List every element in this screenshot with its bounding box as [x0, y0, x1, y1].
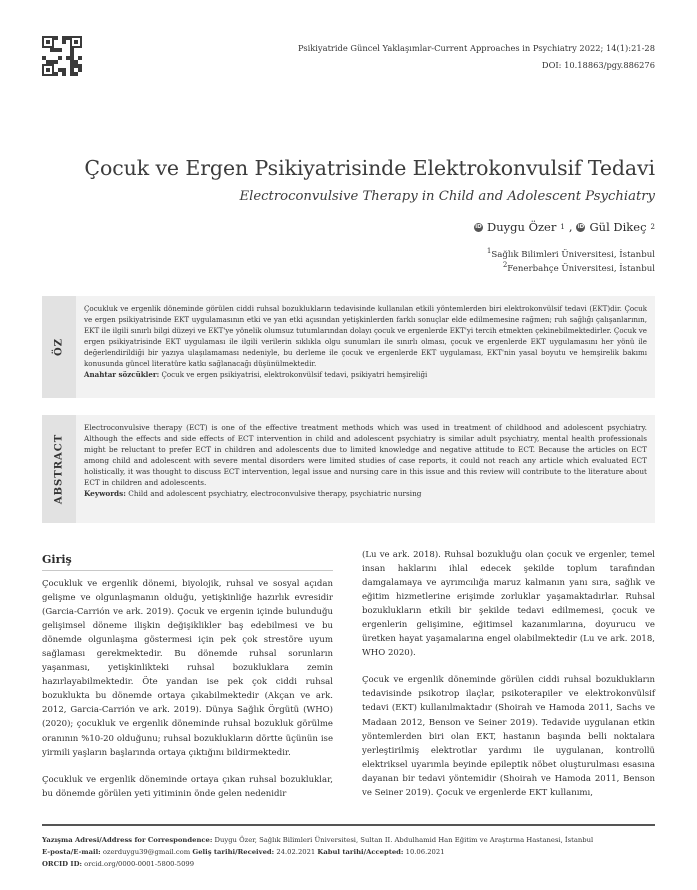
keywords-text: Çocuk ve ergen psikiyatrisi, elektrokonvülsif tedavi, psikiyatri hemşireliği: [159, 370, 428, 380]
paragraph: (Lu ve ark. 2018). Ruhsal bozukluğu olan çocuk ve ergenler, temel insan haklarını ihlal edecek şekilde toplum tarafından damgalamaya ve ayrımcılığa maruz kalmanın yanı sıra, sağlık ve eğitim hizmetlerine erişimde zorluklar yaşamaktadırlar. Ruhsal bozuklukların etkili bir şekilde tedavi edilmemesi, çocuk ve ergenlerin gelişimine, eğitimsel kazanımlarına, doyurucu ve üretken hayat yaşamalarına engel olabilmektedir (Lu ve ark. 2018, WHO 2020).: [362, 550, 655, 659]
qr-module: [58, 56, 62, 60]
dates-line: [42, 847, 593, 859]
keywords-label: Keywords:: [84, 489, 126, 499]
footer-divider: [42, 824, 655, 826]
qr-module: [58, 68, 62, 72]
affiliation-number: 1: [486, 247, 492, 255]
paragraph: Çocukluk ve ergenlik dönemi, biyolojik, ruhsal ve sosyal açıdan gelişme ve olgunlaşmanın olduğu, yetişkinliğe hazırlık evresidir (Garcia-Carrión ve ark. 2019). Çocuk ve ergenin içinde bulunduğu gelişimsel döneme ilişkin değişiklikler baş edebilmesi ve bu dönemde olgunlaşma göstermesi için pek çok strestöre uyum sağlaması gerekmektedir. Bu dönemde ruhsal sorunların yaşanması, yetişkinlikteki ruhsal bozukluklara zemin hazırlayabilmektedir. Öte yandan ise pek çok ciddi ruhsal bozuklukta bu dönemde ortaya çıkabilmektedir (Akçan ve ark. 2012, Garcia-Carrión ve ark. 2019). Dünya Sağlık Örgütü (WHO) (2020); çocukluk ve ergenlik döneminde ruhsal bozukluk görülme oranının %10-20 olduğunu; ruhsal bozuklukların dörtte üçünün ise yirmili yaşların başlarında ortaya çıktığını bildirmektedir.: [42, 579, 333, 758]
paragraph: Çocukluk ve ergenlik döneminde ortaya çıkan ruhsal bozukluklar, bu dönemde görülen yeti yitiminin önde gelen nedenidir: [42, 774, 333, 799]
abstract-label: ABSTRACT: [53, 433, 65, 505]
qr-module: [50, 60, 54, 64]
qr-module: [74, 64, 78, 68]
qr-module: [74, 60, 78, 64]
author-name: Gül Dikeç: [589, 220, 647, 234]
keywords: [84, 370, 647, 381]
english-abstract-box: [42, 415, 655, 523]
qr-module: [70, 72, 74, 76]
qr-module: [78, 64, 82, 68]
affiliation: [487, 247, 655, 260]
qr-module: [74, 72, 78, 76]
qr-module: [58, 48, 62, 52]
journal-citation: Psikiyatride Güncel Yaklaşımlar-Current Approaches in Psychiatry 2022; 14(1):21-28: [297, 43, 655, 53]
qr-module: [66, 56, 70, 60]
qr-module: [70, 64, 74, 68]
received-date: 24.02.2021: [274, 847, 316, 856]
qr-module: [70, 56, 74, 60]
keywords: [84, 489, 647, 500]
correspondence-line: [42, 835, 593, 847]
abstract-label: ÖZ: [53, 337, 65, 357]
correspondence-label: Yazışma Adresi/Address for Correspondence:: [42, 836, 213, 844]
orcid-link[interactable]: orcid.org/0000-0001-5800-5099: [82, 859, 195, 868]
orcid-line: [42, 859, 593, 871]
qr-module: [50, 48, 54, 52]
paragraph: Çocuk ve ergenlik döneminde görülen ciddi ruhsal bozuklukların tedavisinde psikotrop ilaçlar, psikoterapiler ve elektrokonvülsif tedavi (EKT) kullanılmaktadır (Shoirah ve Hamoda 2011, Sachs ve Madaan 2012, Benson ve Seiner 2019). Tedavide uygulanan etkin yöntemlerden biri olan EKT, hastanın başında belli noktalara yerleştirilmiş elektrotlar yardımı ile uygulanan, kontrollü elektriksel uyarımla beyinde epileptik nöbet oluşturulması esasına dayanan bir tedavi yöntemidir (Shoirah ve Hamoda 2011, Benson ve Seiner 2019). Çocuk ve ergenlerde EKT kullanımı,: [362, 675, 655, 798]
qr-code-icon: [42, 36, 82, 76]
qr-module: [46, 40, 50, 44]
heading-divider: [42, 570, 333, 571]
qr-module: [70, 48, 74, 52]
qr-module: [78, 68, 82, 72]
qr-module: [54, 60, 58, 64]
orcid-label: ORCID ID:: [42, 859, 83, 868]
qr-module: [70, 60, 74, 64]
abstract-body: Electroconvulsive therapy (ECT) is one of the effective treatment methods which was used in treatment of childhood and adolescent psychiatry. Although the effects and side effects of ECT intervention in child and adolescent psychiatry is similar adult psychiatry, mental health professionals might be reluctant to prefer ECT in children and adolescents due to limited knowledge and negative attitude to ECT. Because the articles on ECT among child and adolescent with severe mental disorders were limited studies of case reports, it could not reach any article which evaluated ECT holistically, it was thought to discuss ECT intervention, legal issue and nursing care in this issue and this review will contribute to the literature about ECT in children and adolescents.: [84, 423, 647, 487]
keywords-text: Child and adolescent psychiatry, electroconvulsive therapy, psychiatric nursing: [125, 489, 422, 499]
email-text[interactable]: ozerduygu39@gmail.com: [100, 847, 191, 856]
author-list: [474, 220, 655, 234]
qr-module: [54, 72, 58, 76]
left-column: [42, 577, 333, 801]
turkish-abstract-box: [42, 296, 655, 398]
email-label: E-posta/E-mail:: [42, 847, 101, 856]
accepted-date: 10.06.2021: [403, 847, 445, 856]
affiliation: [503, 261, 655, 274]
qr-module: [42, 56, 46, 60]
keywords-label: Anahtar sözcükler:: [84, 370, 160, 380]
author-affiliation-number: 1: [560, 223, 565, 231]
qr-module: [62, 68, 66, 72]
correspondence-text: Duygu Özer, Sağlık Bilimleri Üniversitesi, Sultan II. Abdulhamid Han Eğitim ve Araştırma Hastanesi, İstanbul: [212, 836, 594, 844]
qr-module: [54, 36, 58, 40]
right-column: [362, 548, 655, 800]
abstract-side-tab: [42, 415, 76, 523]
qr-module: [70, 68, 74, 72]
abstract-side-tab: [42, 296, 76, 398]
received-label: Geliş tarihi/Received:: [192, 847, 275, 856]
section-heading: Giriş: [42, 553, 72, 566]
qr-module: [66, 36, 70, 40]
author-affiliation-number: 2: [650, 223, 655, 231]
abstract-body: Çocukluk ve ergenlik döneminde görülen ciddi ruhsal bozuklukların tedavisinde kullanılan etkili yöntemlerden biri elektrokonvülsif tedavi (EKT)dir. Çocuk ve ergen psikiyatrisinde EKT uygulamasının etki ve yan etki açısından yetişkinlerden farklı sonuçlar elde edilmemesine rağmen; ruh sağlığı çalışanlarının, EKT ile ilgili sınırlı bilgi düzeyi ve EKT'ye yönelik olumsuz tutumlarından dolayı çocuk ve ergenlerde EKT'yi tercih etmekten çekinebilmektedirler. Çocuk ve ergen psikiyatrisinde EKT uygulaması ile ilgili verilerin sıklıkla olgu sunumları ile sınırlı olması, çocuk ve ergenlerde EKT uygulamasını her yönü ile değerlendirildiği bir yazıya ulaşılamaması nedeniyle, bu derleme ile çocuk ve ergenlerde EKT uygulaması, EKT'nin yasal boyutu ve hemşirelik bakımı konusunda güncel literatüre katkı sağlanacağı düşünülmektedir.: [84, 304, 647, 368]
orcid-icon[interactable]: iD: [577, 223, 585, 230]
qr-module: [74, 40, 78, 44]
qr-module: [62, 36, 66, 40]
article-subtitle: Electroconvulsive Therapy in Child and Adolescent Psychiatry: [239, 189, 655, 204]
author-name: Duygu Özer: [487, 220, 557, 234]
doi: DOI: 10.18863/pgy.886276: [541, 60, 655, 70]
qr-module: [46, 60, 50, 64]
orcid-icon[interactable]: iD: [475, 223, 482, 230]
accepted-label: Kabul tarihi/Accepted:: [317, 847, 404, 856]
qr-module: [70, 52, 74, 56]
qr-module: [46, 68, 50, 72]
abstract-text: [84, 423, 647, 500]
qr-module: [78, 56, 82, 60]
affiliation-number: 2: [502, 261, 508, 269]
qr-module: [54, 48, 58, 52]
affiliation-text: Fenerbahçe Üniversitesi, İstanbul: [507, 263, 655, 274]
correspondence-footer: [42, 835, 593, 870]
abstract-text: [84, 304, 647, 381]
affiliation-text: Sağlık Bilimleri Üniversitesi, İstanbul: [491, 249, 655, 260]
qr-module: [62, 72, 66, 76]
qr-module: [62, 40, 66, 44]
author-separator: ,: [568, 220, 573, 234]
article-title: Çocuk ve Ergen Psikiyatrisinde Elektrokonvulsif Tedavi: [84, 156, 655, 180]
